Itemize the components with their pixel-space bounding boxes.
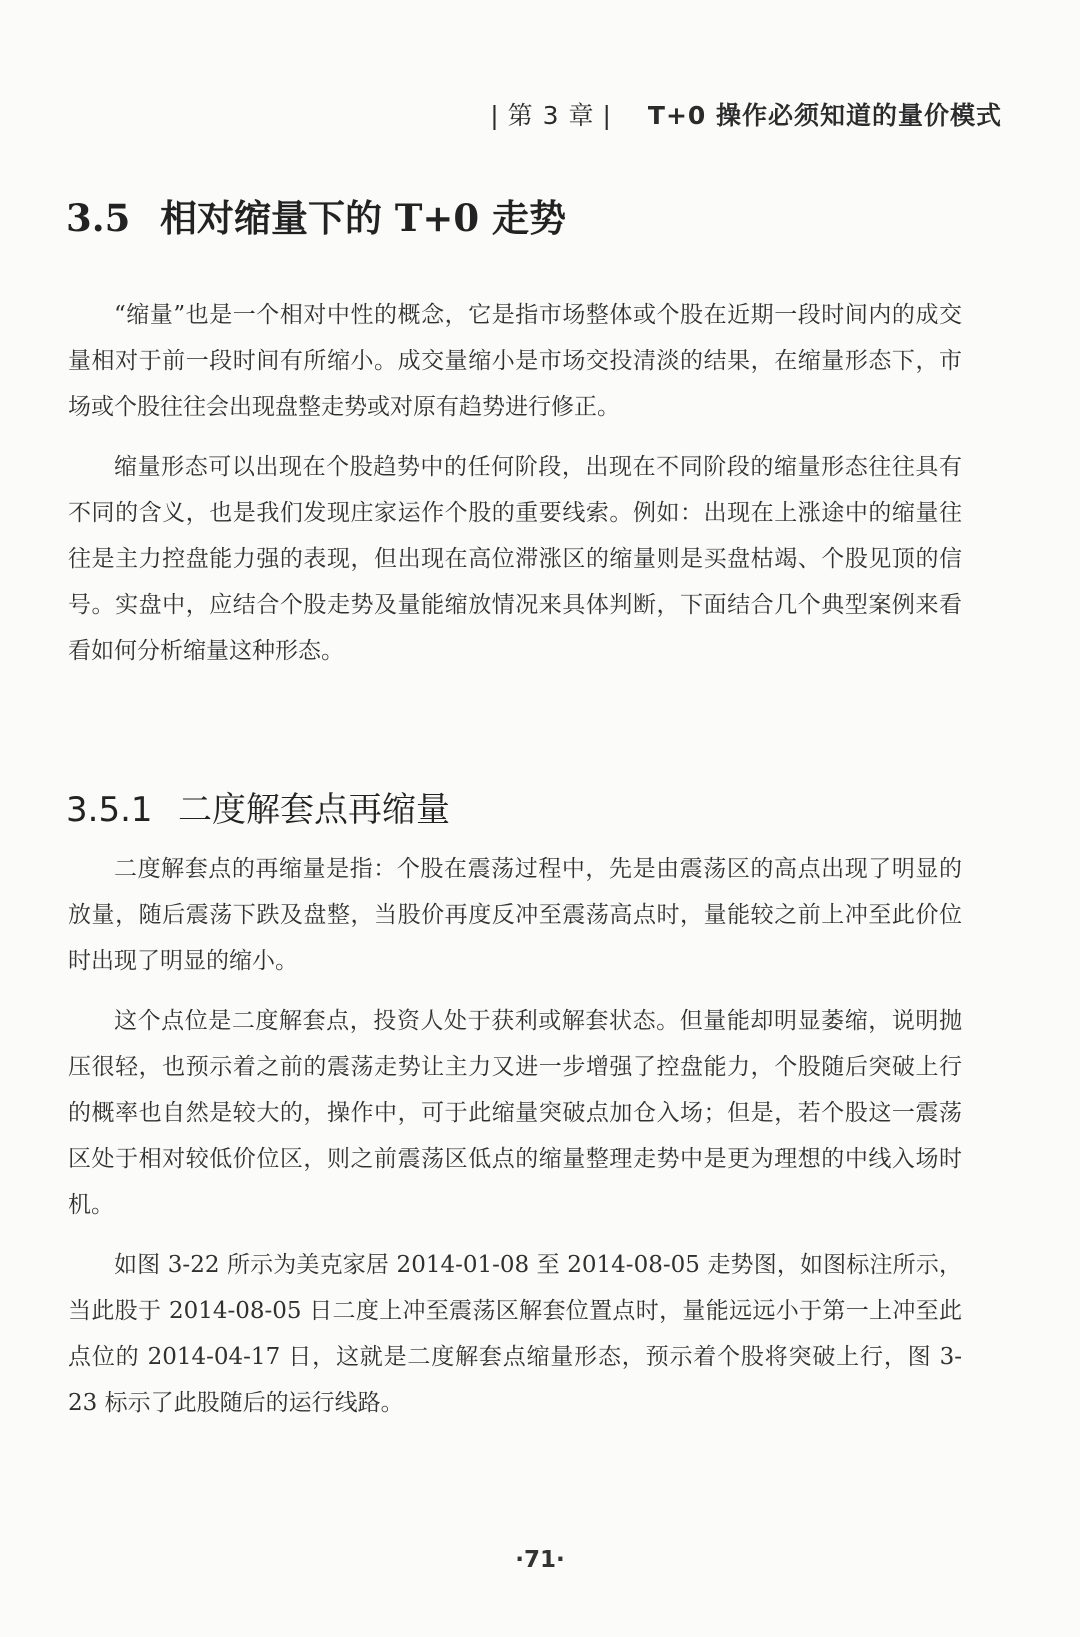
- header-bar-right: |: [602, 101, 612, 130]
- header-bar-left: |: [490, 101, 500, 130]
- subsection-title: 二度解套点再缩量: [178, 790, 450, 830]
- paragraph: “缩量”也是一个相对中性的概念，它是指市场整体或个股在近期一段时间内的成交量相对于前一段时间有所缩小。成交量缩小是市场交投清淡的结果，在缩量形态下，市场或个股往往会出现盘整走势或对原有趋势进行修正。: [68, 302, 962, 420]
- subsection-number: 3.5.1: [66, 790, 153, 830]
- chapter-title: T+0 操作必须知道的量价模式: [647, 101, 1002, 130]
- subsection-body: [68, 846, 962, 1440]
- paragraph: 这个点位是二度解套点，投资人处于获利或解套状态。但量能却明显萎缩，说明抛压很轻，也预示着之前的震荡走势让主力又进一步增强了控盘能力，个股随后突破上行的概率也自然是较大的，操作中，可于此缩量突破点加仓入场；但是，若个股这一震荡区处于相对较低价位区，则之前震荡区低点的缩量整理走势中是更为理想的中线入场时机。: [68, 1008, 962, 1218]
- section-number: 3.5: [66, 196, 131, 240]
- paragraph: 如图 3-22 所示为美克家居 2014-01-08 至 2014-08-05 走势图，如图标注所示，当此股于 2014-08-05 日二度上冲至震荡区解套位置点时，量能远远小于第一上冲至此点位的 2014-04-17 日，这就是二度解套点缩量形态，预示着个股将突破上行，图 3-23 标示了此股随后的运行线路。: [68, 1252, 962, 1416]
- section-body: [68, 292, 962, 688]
- paragraph: 缩量形态可以出现在个股趋势中的任何阶段，出现在不同阶段的缩量形态往往具有不同的含义，也是我们发现庄家运作个股的重要线索。例如：出现在上涨途中的缩量往往是主力控盘能力强的表现，但出现在高位滞涨区的缩量则是买盘枯竭、个股见顶的信号。实盘中，应结合个股走势及量能缩放情况来具体判断，下面结合几个典型案例来看看如何分析缩量这种形态。: [68, 454, 962, 664]
- subsection-heading: [66, 782, 450, 831]
- paragraph: 二度解套点的再缩量是指：个股在震荡过程中，先是由震荡区的高点出现了明显的放量，随后震荡下跌及盘整，当股价再度反冲至震荡高点时，量能较之前上冲至此价位时出现了明显的缩小。: [68, 856, 962, 974]
- running-header: [488, 96, 1002, 132]
- chapter-label: 第 3 章: [507, 101, 595, 130]
- section-heading: [66, 188, 566, 242]
- page-number: ·71·: [515, 1547, 565, 1573]
- section-title: 相对缩量下的 T+0 走势: [160, 196, 567, 240]
